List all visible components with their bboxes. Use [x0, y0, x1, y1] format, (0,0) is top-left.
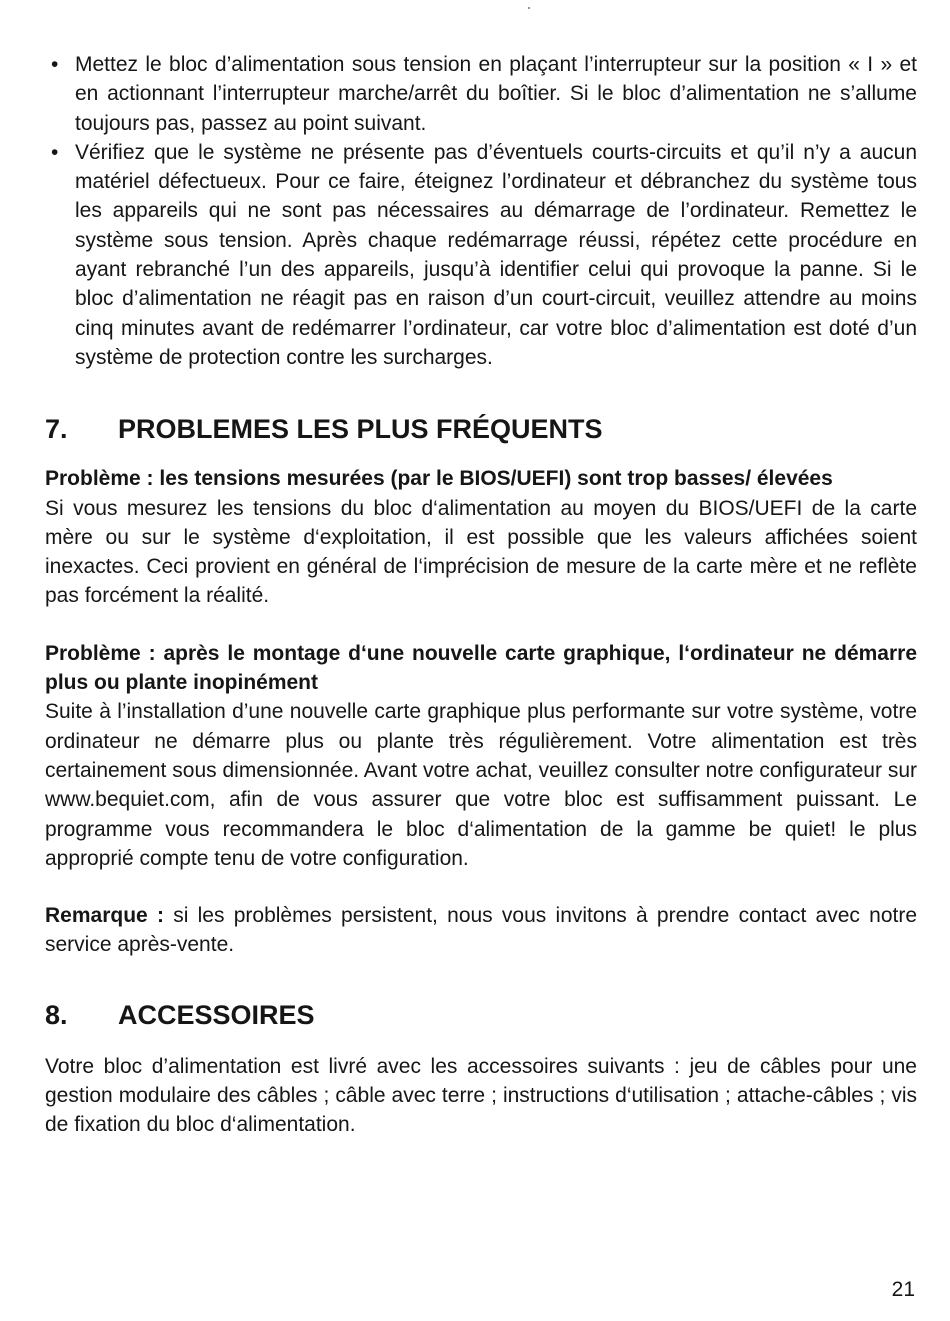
note-label: Remarque :: [45, 904, 164, 928]
note-text: si les problèmes persistent, nous vous invitons à prendre contact avec notre service après-vente.: [45, 904, 917, 957]
list-item: [45, 50, 917, 138]
troubleshooting-steps-list: [45, 50, 917, 372]
section-8-title: ACCESSOIRES: [118, 999, 315, 1030]
section-8-number: 8.: [45, 999, 68, 1030]
section-7-heading: [45, 412, 917, 446]
list-item: [45, 138, 917, 372]
section-7-title: PROBLEMES LES PLUS FRÉQUENTS: [118, 414, 603, 445]
list-item-text: Mettez le bloc d’alimentation sous tension en plaçant l’interrupteur sur la position « I » et en actionnant l’interrupteur marche/arrêt du boîtier. Si le bloc d’alimentation ne s’allume toujours pas, passez au point suivant.: [75, 53, 917, 135]
page-number: 21: [891, 1278, 915, 1301]
section-7-number: 7.: [45, 414, 68, 445]
problem-2-heading: Problème : après le montage d‘une nouvelle carte graphique, l‘ordinateur ne démarre plus ou plante inopinément: [45, 641, 917, 695]
accessories-text: Votre bloc d’alimentation est livré avec les accessoires suivants : jeu de câbles pour une gestion modulaire des câbles ; câble avec terre ; instructions d‘utilisation ; attache-câbles ; vis de fixation du bloc d‘alimentation.: [45, 1054, 917, 1137]
scan-speck: [528, 7, 530, 9]
bullet-symbol: •: [51, 140, 59, 164]
note-paragraph: [45, 901, 917, 960]
problem-2-text: Suite à l’installation d’une nouvelle carte graphique plus performante sur votre système, votre ordinateur ne démarre plus ou plante très régulièrement. Votre alimentation est très certainement sous dimensionnée. Avant votre achat, veuillez consulter notre configurateur sur www.bequiet.com, afin de vous assurer que votre bloc est suffisamment puissant. Le programme vous recommandera le bloc d‘alimentation de la gamme be quiet! le plus approprié compte tenu de votre configuration.: [45, 700, 917, 870]
list-item-text: Vérifiez que le système ne présente pas d’éventuels courts-circuits et qu’il n’y a aucun matériel défectueux. Pour ce faire, éteignez l’ordinateur et débranchez du système tous les appareils qui ne sont pas nécessaires au démarrage de l’ordinateur. Remettez le système sous tension. Après chaque redémarrage réussi, répétez cette procédure en ayant rebranché l’un des appareils, jusqu’à identifier celui qui provoque la panne. Si le bloc d’alimentation ne réagit pas en raison d’un court-circuit, veuillez attendre au moins cinq minutes avant de redémarrer l’ordinateur, car votre bloc d’alimentation est doté d’un système de protection contre les surcharges.: [75, 140, 917, 369]
section-8-heading: [45, 998, 917, 1032]
document-page: [45, 50, 917, 1140]
problem-1-heading: Problème : les tensions mesurées (par le BIOS/UEFI) sont trop basses/ élevées: [45, 467, 833, 491]
bullet-symbol: •: [51, 53, 59, 76]
problem-1-text: Si vous mesurez les tensions du bloc d‘alimentation au moyen du BIOS/UEFI de la carte mère ou sur le système d‘exploitation, il est possible que les valeurs affichées soient inexactes. Ceci provient en général de l‘imprécision de mesure de la carte mère et ne reflète pas forcément la réalité.: [45, 496, 917, 608]
